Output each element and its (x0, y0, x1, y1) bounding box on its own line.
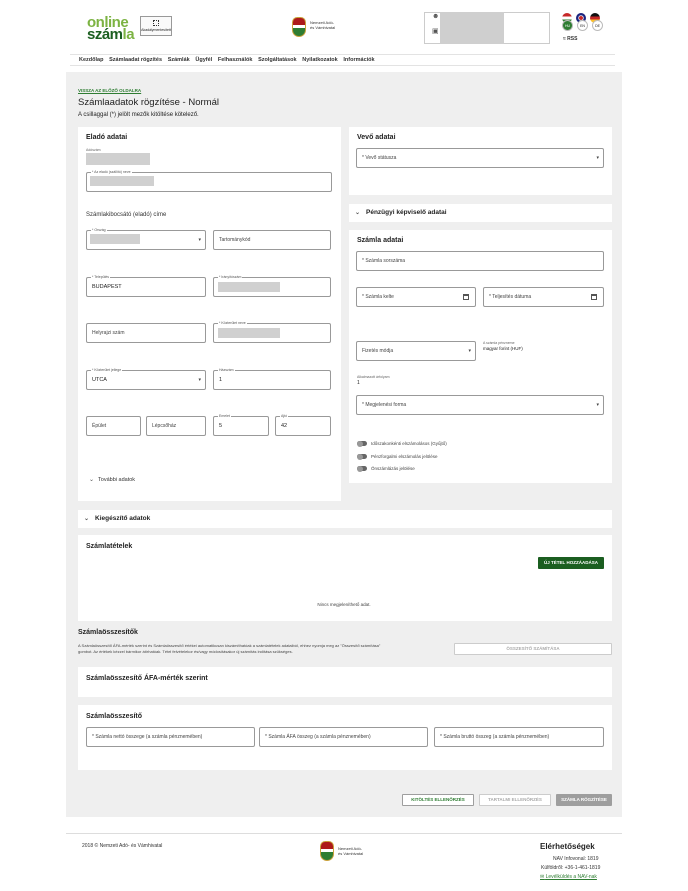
supplementary-title: Kiegészítő adatok (95, 515, 151, 522)
menu-item-services[interactable]: Szolgáltatások (258, 57, 297, 63)
chevron-down-icon: ▾ (198, 377, 201, 383)
more-data-toggle[interactable] (89, 476, 135, 483)
vat-summary-title: Számlaösszesítő ÁFA-mérték szerint (86, 675, 208, 682)
abroad-phone-text: Külföldről: +36-1-461-1819 (541, 865, 601, 871)
more-data-label: További adatok (98, 477, 136, 483)
envelope-icon: ✉ (540, 874, 545, 880)
seller-title: Eladó adatai (86, 134, 128, 141)
summary-description-line2: gombot. Az értékek kézzel bármikor átírhatóak. Tétel felvételekor és/vagy módosításakor új számítás indítása szükséges. (78, 649, 293, 654)
rss-link[interactable] (563, 36, 577, 42)
back-link[interactable]: VISSZA AZ ELŐZŐ OLDALRA (78, 88, 142, 93)
invoice-number-placeholder: * Számla sorszáma (362, 258, 406, 264)
region-code-input[interactable] (213, 230, 331, 250)
periodic-settlement-toggle[interactable] (357, 441, 447, 446)
appearance-form-placeholder: * Megjelenési forma (362, 402, 407, 408)
seller-name-redacted (90, 176, 154, 186)
accessibility-icon (153, 20, 159, 26)
menu-item-info[interactable]: Információk (343, 57, 375, 63)
toggle-switch (357, 454, 367, 459)
self-billing-toggle[interactable] (357, 466, 415, 471)
cash-accounting-label: Pénzforgalmi elszámolás jelölése (371, 454, 438, 459)
buyer-status-placeholder: * Vevő státusza (362, 155, 397, 161)
chevron-down-icon: ⌄ (355, 210, 361, 216)
floor-input[interactable] (213, 416, 269, 436)
menu-item-home[interactable]: Kezdőlap (79, 57, 104, 63)
net-total-input[interactable] (86, 727, 255, 747)
address-title: Számlakibocsátó (eladó) címe (86, 212, 167, 218)
summary-title: Számlaösszesítők (78, 629, 138, 636)
exchange-rate-label: Alkalmazott árfolyam (357, 375, 390, 379)
email-link[interactable] (540, 874, 597, 880)
toggle-switch (357, 466, 367, 471)
chevron-down-icon: ▾ (596, 402, 599, 408)
footer-nav-name (338, 846, 363, 856)
footer-copyright: 2018 © Nemzeti Adó- és Vámhivatal (82, 843, 163, 849)
user-icon: ☻ (432, 13, 440, 20)
chevron-down-icon: ▾ (468, 348, 471, 354)
street-type-label: * Közterület jellege (92, 368, 122, 372)
seller-name-field[interactable] (86, 172, 332, 192)
user-info-redacted (440, 12, 504, 44)
issue-date-input[interactable] (356, 287, 476, 307)
street-name-redacted (218, 328, 280, 338)
logo-szamla-b: la (122, 26, 135, 43)
menu-item-invoice-entry[interactable]: Számlaadat rögzítés (109, 57, 163, 63)
fiscal-rep-title: Pénzügyi képviselő adatai (366, 209, 447, 216)
seller-tax-label: Adószám (86, 148, 101, 152)
lang-hu-button[interactable]: HU (562, 20, 573, 31)
vat-summary-card (78, 667, 612, 697)
summary-description (78, 643, 448, 655)
menu-item-users[interactable]: Felhasználók (217, 57, 253, 63)
city-input[interactable] (86, 277, 206, 297)
required-note: A csillaggal (*) jelölt mezők kitöltése kötelező. (78, 112, 199, 118)
menu-item-client[interactable]: Ügyfél (195, 57, 213, 63)
check-fill-button[interactable]: KITÖLTÉS ELLENŐRZÉS (402, 794, 474, 806)
country-value-redacted (90, 234, 140, 244)
payment-method-placeholder: Fizetés módja (362, 348, 394, 354)
calendar-icon[interactable] (463, 294, 469, 300)
chevron-down-icon: ▾ (596, 155, 599, 161)
page-title: Számlaadatok rögzítése - Normál (78, 97, 219, 108)
currency-value: magyar forint (HUF) (483, 346, 523, 351)
save-invoice-button[interactable]: SZÁMLA RÖGZÍTÉSE (556, 794, 612, 806)
staircase-placeholder: Lépcsőház (152, 423, 177, 429)
parcel-number-input[interactable] (86, 323, 206, 343)
check-content-button[interactable]: TARTALMI ELLENŐRZÉS (479, 794, 551, 806)
cash-accounting-toggle[interactable] (357, 454, 438, 459)
logo-szamla-a: szám (87, 26, 123, 43)
chevron-down-icon: ▾ (198, 237, 201, 243)
rss-icon: ≈ (563, 36, 566, 42)
footer-nav-line1: Nemzeti Adó- (338, 846, 363, 851)
staircase-input[interactable] (146, 416, 206, 436)
invoice-items-card (78, 535, 612, 621)
supplementary-section[interactable] (78, 510, 612, 528)
zip-value-redacted (218, 282, 280, 292)
door-value: 42 (281, 423, 288, 429)
contact-title: Elérhetőségek (540, 842, 595, 851)
periodic-settlement-label: Időszakonkénti elszámolásos (Gyűjtő) (371, 441, 447, 446)
gross-total-placeholder: * Számla bruttó összeg (a számla pénznemében) (440, 734, 550, 740)
chevron-down-icon: ⌄ (89, 477, 95, 483)
accessible-version-label: Akadálymentesített (141, 28, 171, 32)
footer-divider (66, 833, 622, 834)
lang-en-button[interactable]: EN (577, 20, 588, 31)
street-type-value: UTCA (92, 377, 107, 383)
nav-header-name (310, 20, 335, 30)
street-name-label: * Közterület neve (219, 321, 246, 325)
menu-item-declarations[interactable]: Nyilatkozatok (302, 57, 338, 63)
country-label: * Ország (92, 228, 106, 232)
summary-description-line1: A Számlaösszesítő ÁFA-mérték szerint és Számlaösszesítő értékei automatikusan kiszámíthatóak a számlatételek adataiból, ehhez nyomja meg az "Összesítő számítása" (78, 643, 381, 648)
city-label: * Település (92, 275, 110, 279)
street-type-select[interactable] (86, 370, 206, 390)
floor-label: Emelet (219, 414, 230, 418)
invoice-number-input[interactable] (356, 251, 604, 271)
payment-method-select[interactable] (356, 341, 476, 361)
totals-title: Számlaösszesítő (86, 713, 143, 720)
main-menu (70, 54, 615, 66)
vat-total-input[interactable] (259, 727, 428, 747)
parcel-number-placeholder: Helyrajzi szám (92, 330, 125, 336)
toggle-switch (357, 441, 367, 446)
nav-header-line2: és Vámhivatal (310, 25, 336, 30)
buyer-status-select[interactable] (356, 148, 604, 168)
add-item-button[interactable]: ÚJ TÉTEL HOZZÁADÁSA (538, 557, 604, 569)
vat-total-placeholder: * Számla ÁFA összeg (a számla pénznemében) (265, 734, 371, 740)
fiscal-rep-section[interactable] (349, 204, 612, 222)
door-input[interactable] (275, 416, 331, 436)
house-number-value: 1 (219, 377, 223, 383)
rss-label: RSS (567, 36, 578, 42)
invoice-items-title: Számlatételek (86, 543, 133, 550)
delivery-date-placeholder: * Teljesítés dátuma (489, 294, 532, 300)
logo-online-text[interactable]: online (87, 14, 129, 31)
chevron-down-icon: ⌄ (84, 516, 90, 522)
gross-total-input[interactable] (434, 727, 604, 747)
exchange-rate-value: 1 (357, 380, 360, 386)
region-code-placeholder: Tartománykód (219, 237, 251, 243)
lang-de-button[interactable]: DE (592, 20, 603, 31)
logo-szamla-text[interactable] (87, 26, 134, 43)
country-select[interactable] (86, 230, 206, 250)
door-label: Ajtó (281, 414, 288, 418)
net-total-placeholder: * Számla nettó összege (a számla pénznemében) (92, 734, 203, 740)
accessible-version-logo[interactable] (140, 16, 172, 36)
email-link-label: Levélküldés a NAV-nak (545, 874, 597, 880)
items-empty-text: Nincs megjeleníthető adat. (317, 602, 371, 607)
nav-crest-icon (292, 17, 306, 37)
menu-item-invoices[interactable]: Számlák (167, 57, 190, 63)
zip-label: * Irányítószám (219, 275, 242, 279)
house-number-label: Házszám (219, 368, 234, 372)
currency-label: A számla pénzneme (483, 341, 515, 345)
floor-value: 5 (219, 423, 223, 429)
seller-name-label: * Az eladó (szállító) neve (92, 170, 131, 174)
invoice-data-title: Számla adatai (357, 237, 404, 244)
calculate-summary-button[interactable]: ÖSSZESÍTŐ SZÁMÍTÁSA (454, 643, 612, 655)
company-icon: ▣ (432, 28, 439, 35)
appearance-form-select[interactable] (356, 395, 604, 415)
nav-header-line1: Nemzeti Adó- (310, 20, 335, 25)
footer-nav-crest-icon (320, 841, 334, 861)
street-name-input[interactable] (213, 323, 331, 343)
house-number-input[interactable] (213, 370, 331, 390)
building-input[interactable] (86, 416, 141, 436)
issue-date-placeholder: * Számla kelte (362, 294, 394, 300)
city-value: BUDAPEST (92, 284, 122, 290)
calendar-icon[interactable] (591, 294, 597, 300)
delivery-date-input[interactable] (483, 287, 604, 307)
footer-nav-line2: és Vámhivatal (338, 851, 364, 856)
seller-tax-value-redacted (86, 153, 150, 165)
zip-input[interactable] (213, 277, 331, 297)
infoline-text: NAV Infovonal: 1819 (553, 856, 599, 862)
buyer-title: Vevő adatai (357, 134, 396, 141)
self-billing-label: Önszámlázás jelölése (371, 466, 415, 471)
building-placeholder: Épület (92, 423, 107, 429)
